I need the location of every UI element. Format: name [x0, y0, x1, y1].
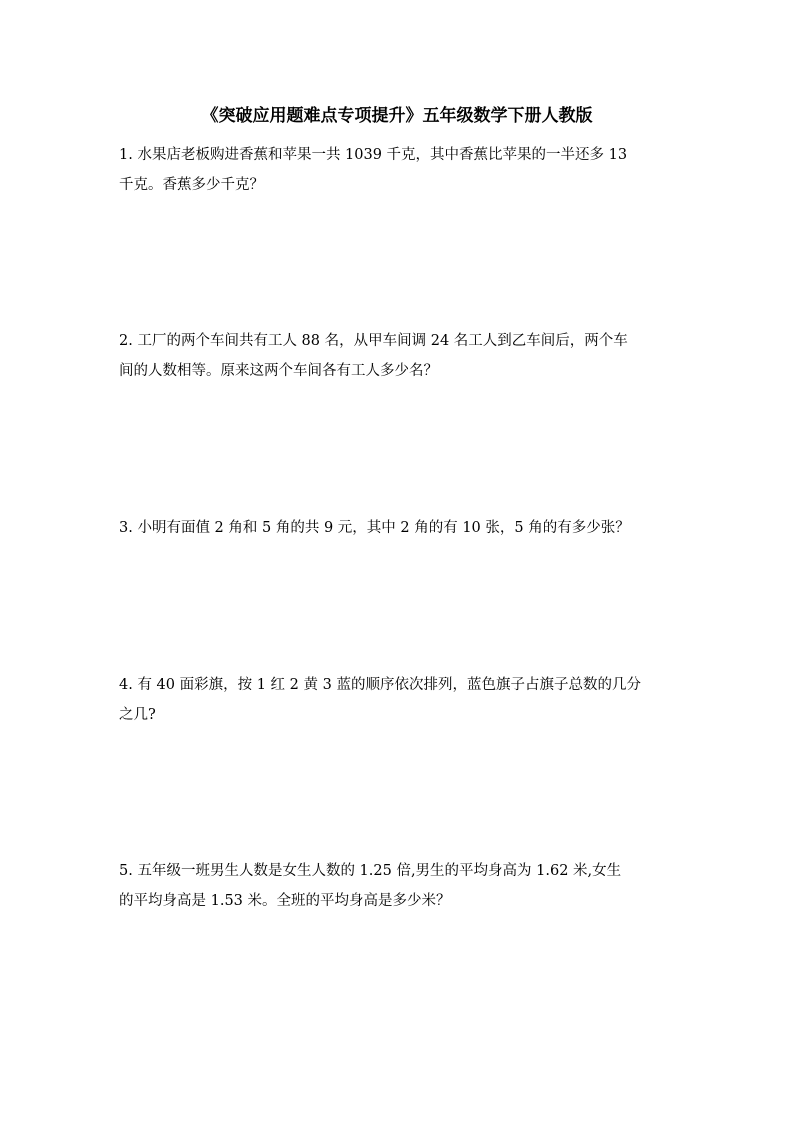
question-3 — [119, 513, 679, 543]
question-2-line-1: 2. 工厂的两个车间共有工人 88 名，从甲车间调 24 名工人到乙车间后，两个车 — [119, 333, 628, 349]
document-title: 《突破应用题难点专项提升》五年级数学下册人教版 — [201, 106, 593, 126]
question-4 — [119, 670, 679, 730]
question-5 — [119, 856, 679, 916]
question-1-line-2: 千克。香蕉多少千克？ — [119, 177, 264, 193]
question-2-line-2: 间的人数相等。原来这两个车间各有工人多少名？ — [119, 363, 438, 379]
question-4-line-1: 4. 有 40 面彩旗，按 1 红 2 黄 3 蓝的顺序依次排列，蓝色旗子占旗子总数的几分 — [119, 677, 641, 693]
question-4-line-2: 之几? — [119, 707, 156, 723]
question-2 — [119, 326, 679, 386]
question-5-line-1: 5. 五年级一班男生人数是女生人数的 1.25 倍,男生的平均身高为 1.62 米,女生 — [119, 863, 622, 879]
question-5-line-2: 的平均身高是 1.53 米。全班的平均身高是多少米？ — [119, 893, 451, 909]
question-3-line-1: 3. 小明有面值 2 角和 5 角的共 9 元，其中 2 角的有 10 张，5 角的有多少张？ — [119, 520, 630, 536]
question-1 — [119, 140, 679, 200]
question-1-line-1: 1. 水果店老板购进香蕉和苹果一共 1039 千克，其中香蕉比苹果的一半还多 13 — [119, 147, 628, 163]
